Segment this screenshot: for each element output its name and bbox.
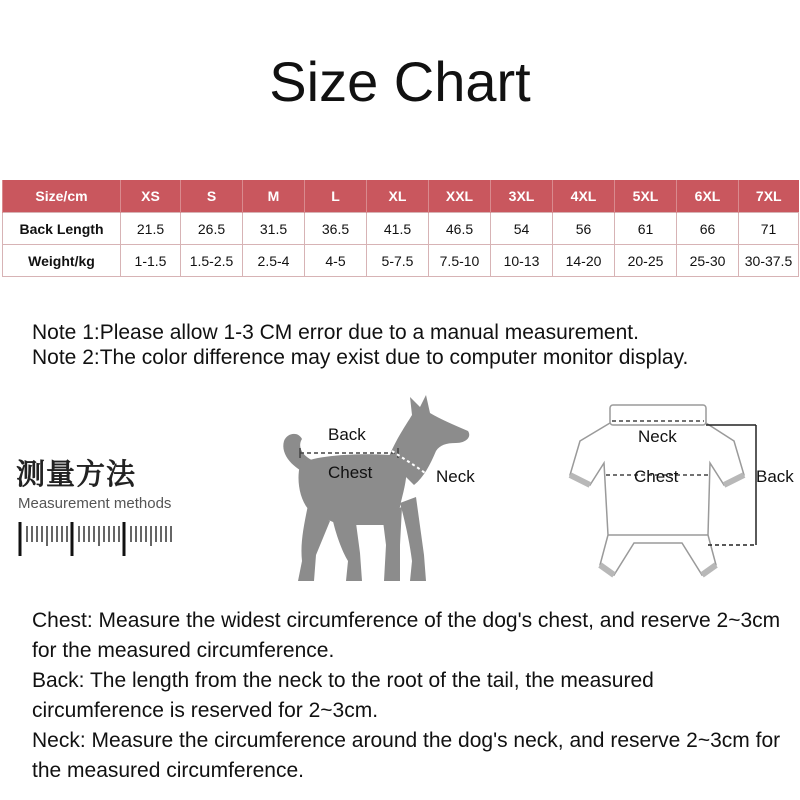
table-header-cell: 6XL [677, 180, 739, 213]
table-header-cell: 5XL [615, 180, 677, 213]
measurement-methods-title-cn: 测量方法 [16, 457, 137, 491]
table-header-cell: Size/cm [3, 180, 121, 213]
table-header-cell: L [305, 180, 367, 213]
measurement-methods-title-en: Measurement methods [18, 495, 172, 512]
table-cell: 20-25 [615, 245, 677, 277]
table-header-cell: M [243, 180, 305, 213]
notes [32, 320, 688, 370]
table-row [3, 213, 799, 245]
table-row [3, 245, 799, 277]
table-header-cell: 3XL [491, 180, 553, 213]
table-header-cell: 7XL [739, 180, 799, 213]
table-cell: 21.5 [121, 213, 181, 245]
dog-label-chest: Chest [328, 463, 373, 482]
page-title: Size Chart [269, 50, 531, 113]
dog-clothing-icon [560, 395, 800, 595]
back-description: Back: The length from the neck to the root of the tail, the measured circumference is reserved for 2~3cm. [32, 669, 654, 722]
table-header-row [3, 180, 799, 213]
table-cell: 54 [491, 213, 553, 245]
table-cell: 41.5 [367, 213, 429, 245]
table-cell: 25-30 [677, 245, 739, 277]
table-cell: 1-1.5 [121, 245, 181, 277]
table-cell: 30-37.5 [739, 245, 799, 277]
garment-label-chest: Chest [634, 467, 679, 486]
table-cell: 7.5-10 [429, 245, 491, 277]
dog-diagram [270, 385, 490, 590]
neck-description: Neck: Measure the circumference around the dog's neck, and reserve 2~3cm for the measured circumference. [32, 729, 781, 782]
table-cell: 2.5-4 [243, 245, 305, 277]
table-cell: 10-13 [491, 245, 553, 277]
table-cell: 61 [615, 213, 677, 245]
measurement-descriptions [32, 606, 782, 786]
table-header-cell: S [181, 180, 243, 213]
table-cell: 56 [553, 213, 615, 245]
table-cell: 1.5-2.5 [181, 245, 243, 277]
garment-label-back: Back [756, 467, 794, 486]
note-2: Note 2:The color difference may exist due to computer monitor display. [32, 346, 689, 369]
table-header-cell: XXL [429, 180, 491, 213]
table-cell: 36.5 [305, 213, 367, 245]
dog-label-neck: Neck [436, 467, 475, 486]
garment-diagram [560, 395, 800, 595]
table-header-cell: XS [121, 180, 181, 213]
chest-description: Chest: Measure the widest circumference of the dog's chest, and reserve 2~3cm for the measured circumference. [32, 609, 781, 662]
table-header-cell: XL [367, 180, 429, 213]
table-header-cell: 4XL [553, 180, 615, 213]
table-cell: 4-5 [305, 245, 367, 277]
note-1: Note 1:Please allow 1-3 CM error due to a manual measurement. [32, 321, 639, 344]
garment-label-neck: Neck [638, 427, 677, 446]
size-table [2, 180, 799, 277]
table-cell: 46.5 [429, 213, 491, 245]
table-cell: 5-7.5 [367, 245, 429, 277]
ruler-icon [16, 520, 176, 556]
table-cell: 14-20 [553, 245, 615, 277]
table-cell: 71 [739, 213, 799, 245]
table-cell: 31.5 [243, 213, 305, 245]
table-row-header: Back Length [3, 213, 121, 245]
table-cell: 66 [677, 213, 739, 245]
table-row-header: Weight/kg [3, 245, 121, 277]
table-cell: 26.5 [181, 213, 243, 245]
dog-label-back: Back [328, 425, 366, 444]
dog-silhouette-icon [270, 385, 490, 590]
